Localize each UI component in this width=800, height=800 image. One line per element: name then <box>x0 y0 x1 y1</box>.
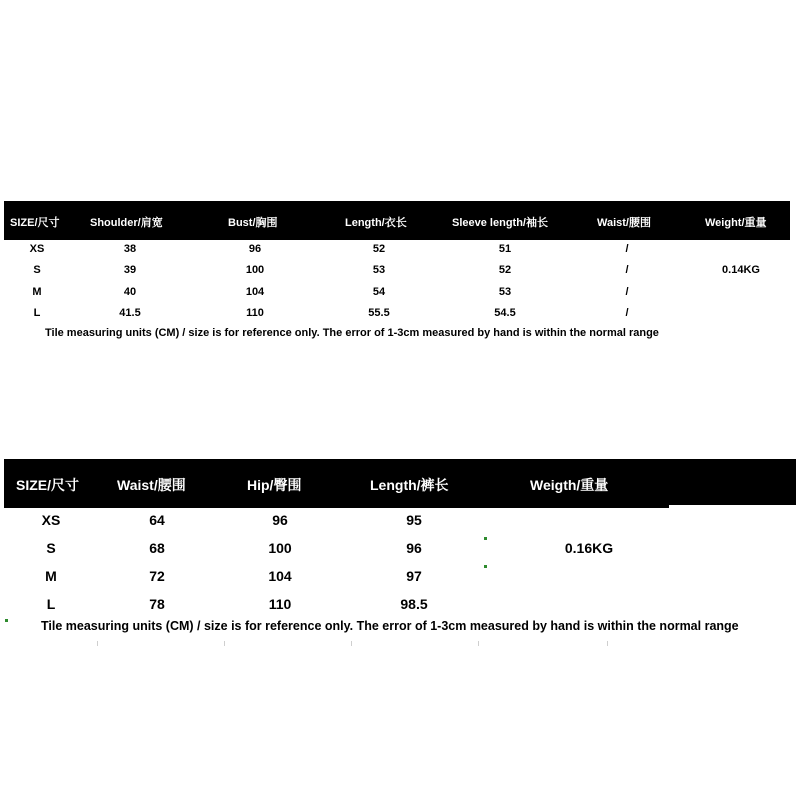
divider-tick <box>351 641 352 646</box>
table-cell: L <box>33 307 41 319</box>
table-cell: 110 <box>246 307 264 319</box>
divider-tick <box>224 641 225 646</box>
table-cell: 40 <box>123 286 137 298</box>
header-length: Length/裤长 <box>370 477 449 493</box>
table-cell: 52 <box>498 264 512 276</box>
table-cell: 96 <box>406 540 422 556</box>
header-bust: Bust/胸围 <box>228 217 278 229</box>
speck-decoration <box>484 565 487 568</box>
table-cell: 100 <box>268 540 292 556</box>
size-table-bottom-header <box>4 459 669 508</box>
header-bar-extension <box>669 459 796 505</box>
table-cell: 104 <box>268 568 292 584</box>
table-cell: 110 <box>268 596 292 612</box>
table-cell: 64 <box>149 512 165 528</box>
divider-tick <box>97 641 98 646</box>
header-weight: Weigth/重量 <box>530 477 609 493</box>
table-cell: / <box>625 264 629 276</box>
size-table-top-header <box>4 201 790 240</box>
table-cell: 96 <box>272 512 288 528</box>
table-cell: 97 <box>406 568 422 584</box>
header-waist: Waist/腰围 <box>117 477 186 493</box>
table-cell: M <box>45 568 57 584</box>
measurement-note: Tile measuring units (CM) / size is for reference only. The error of 1-3cm measured by hand is within the normal range <box>45 327 659 339</box>
table-cell: 51 <box>498 243 512 255</box>
table-cell: S <box>46 540 56 556</box>
header-shoulder: Shoulder/肩宽 <box>90 217 163 229</box>
weight-value: 0.14KG <box>722 264 760 276</box>
table-cell: 100 <box>245 264 265 276</box>
table-cell: 98.5 <box>400 596 428 612</box>
table-cell: XS <box>29 243 45 255</box>
table-cell: 96 <box>248 243 262 255</box>
divider-tick <box>607 641 608 646</box>
table-cell: 104 <box>245 286 265 298</box>
weight-value: 0.16KG <box>564 540 614 556</box>
table-cell: 53 <box>372 264 386 276</box>
table-cell: 41.5 <box>119 307 141 319</box>
table-cell: 78 <box>149 596 165 612</box>
table-cell: 68 <box>149 540 165 556</box>
table-cell: 38 <box>123 243 137 255</box>
table-cell: / <box>625 286 629 298</box>
header-size: SIZE/尺寸 <box>10 217 60 229</box>
header-sleeve: Sleeve length/袖长 <box>452 217 548 229</box>
table-cell: 95 <box>406 512 422 528</box>
table-cell: / <box>625 243 629 255</box>
header-length: Length/衣长 <box>345 217 407 229</box>
table-cell: 54 <box>372 286 386 298</box>
table-cell: 39 <box>123 264 137 276</box>
table-cell: 53 <box>498 286 512 298</box>
header-size: SIZE/尺寸 <box>16 477 80 493</box>
table-cell: M <box>32 286 42 298</box>
divider-tick <box>478 641 479 646</box>
header-hip: Hip/臀围 <box>247 477 302 493</box>
table-cell: 54.5 <box>494 307 516 319</box>
table-cell: / <box>625 307 629 319</box>
table-cell: 72 <box>149 568 165 584</box>
table-cell: S <box>33 264 41 276</box>
table-cell: 52 <box>372 243 386 255</box>
header-weight: Weight/重量 <box>705 217 767 229</box>
speck-decoration <box>5 619 8 622</box>
table-cell: 55.5 <box>368 307 390 319</box>
measurement-note: Tile measuring units (CM) / size is for reference only. The error of 1-3cm measured by hand is within the normal range <box>41 619 739 633</box>
table-cell: L <box>46 596 56 612</box>
table-cell: XS <box>41 512 61 528</box>
header-waist: Waist/腰围 <box>597 217 651 229</box>
speck-decoration <box>484 537 487 540</box>
